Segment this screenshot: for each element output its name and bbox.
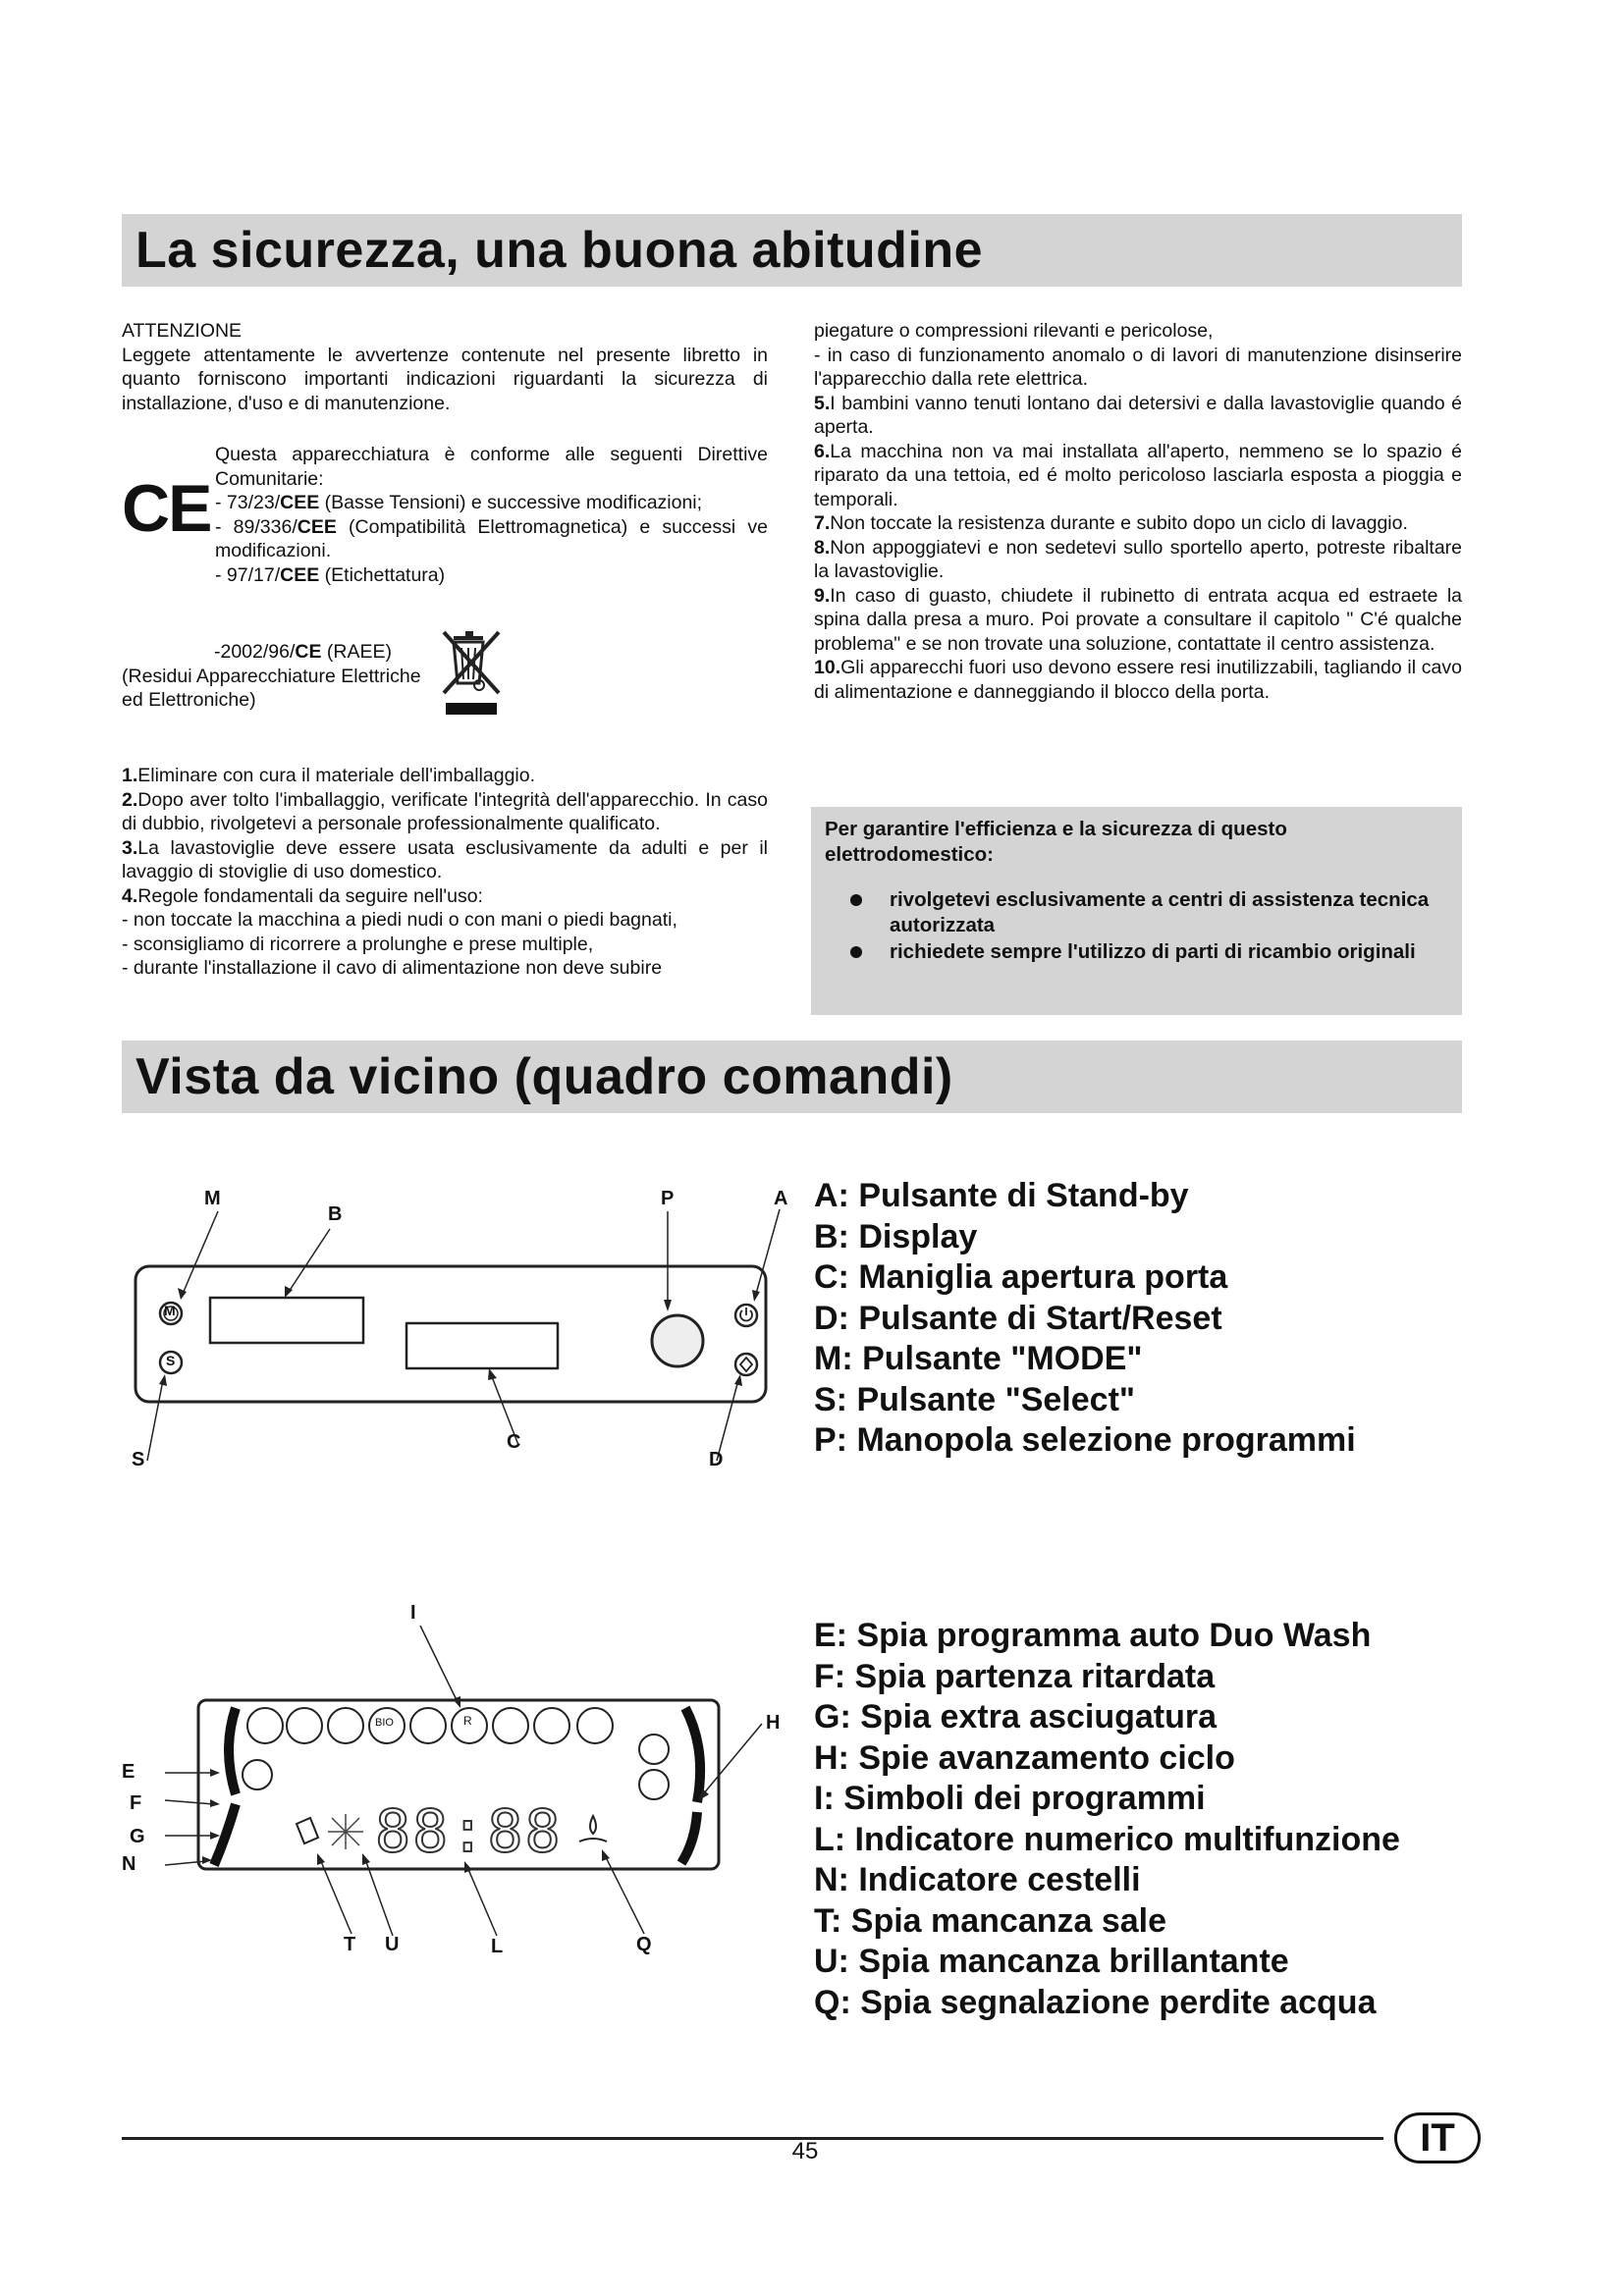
safety-left-column — [122, 319, 768, 415]
legend-item: F: Spia partenza ritardata — [814, 1657, 1216, 1695]
rule-number: 6. — [814, 440, 831, 462]
display-drawing — [118, 1602, 795, 1975]
legend-item: N: Indicatore cestelli — [814, 1861, 1141, 1898]
crossed-bin-icon — [440, 628, 505, 719]
rule-item — [814, 511, 1462, 536]
legend-item: C: Maniglia apertura porta — [814, 1258, 1228, 1296]
label-u: U — [385, 1934, 400, 1955]
label-l: L — [491, 1936, 504, 1957]
rule-text: Non appoggiatevi e non sedetevi sullo sportello aperto, potreste ribaltare la lavastoviglie. — [814, 536, 1462, 582]
legend-item: G: Spia extra asciugatura — [814, 1698, 1218, 1735]
attention-label: ATTENZIONE — [122, 320, 243, 342]
directive-text: (Compatibilità Elettromagnetica) e successi ve modificazioni. — [215, 515, 768, 561]
legend-item: S: Pulsante "Select" — [814, 1380, 1136, 1418]
language-badge: IT — [1394, 2112, 1481, 2163]
rule-item — [122, 788, 768, 836]
directive-item — [215, 515, 768, 563]
raee-ce: CE — [295, 641, 322, 663]
section-safety-header — [122, 214, 1462, 287]
label-g: G — [130, 1826, 145, 1847]
control-panel-diagram — [122, 1188, 789, 1482]
rule-item — [814, 392, 1462, 440]
label-m: M — [204, 1188, 221, 1209]
directive-text: (Etichettatura) — [319, 563, 446, 586]
legend-item: D: Pulsante di Start/Reset — [814, 1299, 1222, 1337]
rule-item — [814, 440, 1462, 512]
legend-item: B: Display — [814, 1217, 978, 1255]
rule-number: 7. — [814, 512, 831, 534]
rule-text: Regole fondamentali da seguire nell'uso: — [137, 884, 483, 907]
r-icon: R — [463, 1714, 472, 1728]
legend-item: A: Pulsante di Stand-by — [814, 1177, 1189, 1214]
ce-mark-text: CE — [122, 471, 211, 546]
bio-icon: BIO — [375, 1717, 394, 1729]
safety-notice-box — [811, 807, 1462, 1015]
footer-rule — [122, 2137, 1383, 2140]
bullet-icon — [850, 894, 862, 906]
raee-block — [122, 640, 436, 713]
notice-item — [840, 887, 1430, 938]
rule-number: 2. — [122, 788, 138, 811]
bullet-icon — [850, 946, 862, 958]
rule-text: Eliminare con cura il materiale dell'imballaggio. — [137, 765, 536, 786]
rule-number: 8. — [814, 536, 831, 559]
label-n: N — [122, 1853, 136, 1875]
label-d: D — [709, 1449, 724, 1470]
label-c: C — [507, 1431, 521, 1453]
notice-item-text: richiedete sempre l'utilizzo di parti di ricambio originali — [890, 940, 1416, 963]
rule-text: La macchina non va mai installata all'aperto, nemmeno se lo spazio é riparato da una tettoia, ed é molto pericoloso lasciarla esposta a pioggia e temporali. — [814, 440, 1462, 510]
mode-button-icon: M — [164, 1303, 176, 1318]
label-t: T — [344, 1934, 356, 1955]
legend-item: T: Spia mancanza sale — [814, 1901, 1167, 1940]
label-f: F — [130, 1792, 142, 1814]
select-button-icon: S — [166, 1353, 176, 1368]
legend-item: L: Indicatore numerico multifunzione — [814, 1820, 1400, 1858]
label-h: H — [766, 1712, 781, 1734]
control-panel-drawing — [122, 1188, 789, 1482]
notice-list — [840, 887, 1430, 966]
rule-number: 5. — [814, 392, 831, 414]
directives-intro: Questa apparecchiatura è conforme alle seguenti Direttive Comunitarie: — [215, 444, 768, 490]
label-i: I — [410, 1602, 416, 1624]
legend-item: Q: Spia segnalazione perdite acqua — [814, 1983, 1377, 2021]
rule-text: Non toccate la resistenza durante e subito dopo un ciclo di lavaggio. — [830, 512, 1408, 534]
label-s: S — [132, 1449, 145, 1470]
directive-text: (Basse Tensioni) e successive modificazioni; — [319, 492, 703, 513]
directive-code: - 97/17/ — [215, 563, 281, 586]
raee-code — [122, 640, 436, 665]
rule-text: La lavastoviglie deve essere usata esclusivamente da adulti e per il lavaggio di stoviglie di uso domestico. — [122, 836, 768, 882]
rule-subitem: - non toccate la macchina a piedi nudi o con mani o piedi bagnati, — [122, 909, 677, 931]
rule-subitem: - durante l'installazione il cavo di alimentazione non deve subire — [122, 957, 663, 979]
ce-mark — [122, 471, 211, 546]
label-q: Q — [636, 1934, 652, 1955]
rule-continuation: piegature o compressioni rilevanti e pericolose, — [814, 320, 1214, 342]
section-panel-header — [122, 1041, 1462, 1113]
rule-item — [814, 656, 1462, 704]
legend-item: P: Manopola selezione programmi — [814, 1421, 1356, 1459]
rules-left — [122, 764, 768, 981]
directive-code: - 73/23/ — [215, 492, 281, 513]
rule-continuation: - in caso di funzionamento anomalo o di lavori di manutenzione disinserire l'apparecchio dalla rete elettrica. — [814, 344, 1462, 390]
directive-cee: CEE — [280, 563, 320, 586]
legend-item: H: Spie avanzamento ciclo — [814, 1738, 1235, 1777]
section-panel-title: Vista da vicino (quadro comandi) — [135, 1048, 953, 1105]
section-safety-title: La sicurezza, una buona abitudine — [135, 222, 984, 279]
rule-number: 9. — [814, 584, 831, 607]
panel-legend — [814, 1176, 1356, 1462]
display-diagram — [118, 1602, 795, 1975]
directive-cee: CEE — [297, 515, 337, 538]
legend-item: M: Pulsante "MODE" — [814, 1340, 1143, 1377]
rule-item — [122, 764, 768, 788]
raee-description: (Residui Apparecchiature Elettriche ed Elettroniche) — [122, 665, 421, 711]
rule-item — [122, 836, 768, 884]
raee-code-text: -2002/96/ — [214, 641, 296, 663]
rule-text: I bambini vanno tenuti lontano dai detersivi e dalla lavastoviglie quando é aperta. — [814, 392, 1462, 438]
rule-subitem: - sconsigliamo di ricorrere a prolunghe e prese multiple, — [122, 933, 594, 955]
legend-item: U: Spia mancanza brillantante — [814, 1943, 1289, 1980]
notice-title: Per garantire l'efficienza e la sicurezza di questo elettrodomestico: — [825, 818, 1287, 866]
notice-item-text: rivolgetevi esclusivamente a centri di assistenza tecnica autorizzata — [890, 888, 1430, 936]
rule-number: 10. — [814, 657, 841, 678]
legend-item: I: Simboli dei programmi — [814, 1780, 1206, 1817]
directive-item — [215, 491, 768, 515]
rule-text: Gli apparecchi fuori uso devono essere resi inutilizzabili, tagliando il cavo di alimentazione e danneggiando il blocco della porta. — [814, 657, 1462, 703]
directive-code: - 89/336/ — [215, 515, 298, 538]
rule-number: 4. — [122, 884, 138, 907]
label-b: B — [328, 1203, 343, 1225]
rule-text: Dopo aver tolto l'imballaggio, verificate l'integrità dell'apparecchio. In caso di dubbio, rivolgetevi a personale professionalmente qualificato. — [122, 788, 768, 834]
digit-display: 88:88 — [375, 1797, 563, 1866]
legend-item: E: Spia programma auto Duo Wash — [814, 1617, 1372, 1654]
rule-item — [122, 884, 768, 909]
label-a: A — [774, 1188, 788, 1209]
label-e: E — [122, 1761, 135, 1783]
raee-tag: (RAEE) — [321, 641, 393, 663]
rule-text: In caso di guasto, chiudete il rubinetto di entrata acqua ed estraete la spina dalla presa a muro. Poi provate a consultare il capitolo " C'é qualche problema" e se non trovate una soluzione, contattate il centro assistenza. — [814, 584, 1462, 655]
label-p: P — [661, 1188, 675, 1209]
directive-cee: CEE — [280, 492, 320, 513]
display-legend — [814, 1616, 1400, 2023]
directive-item — [215, 563, 768, 588]
rule-item — [814, 584, 1462, 657]
intro-paragraph: Leggete attentamente le avvertenze contenute nel presente libretto in quanto forniscono importanti indicazioni riguardanti la sicurezza di installazione, d'uso e di manutenzione. — [122, 344, 768, 414]
page-number: 45 — [791, 2138, 819, 2164]
rule-number: 3. — [122, 836, 138, 859]
rule-item — [814, 536, 1462, 584]
directives-block — [215, 443, 768, 587]
rule-number: 1. — [122, 765, 138, 786]
notice-item — [840, 939, 1430, 965]
safety-right-column — [814, 319, 1462, 704]
